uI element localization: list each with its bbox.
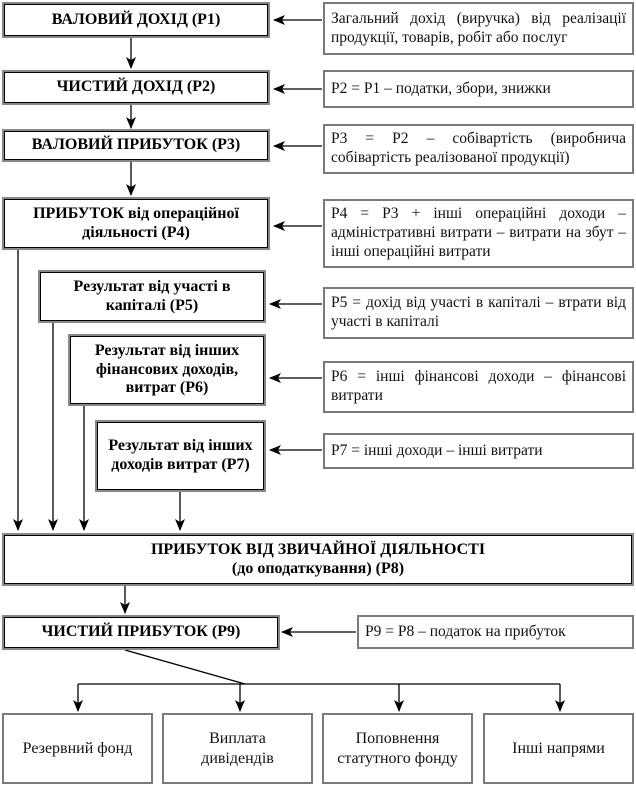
block-p8-subtitle: (до оподаткування) (Р8)	[231, 559, 405, 577]
block-p9	[2, 615, 280, 650]
note-p4	[323, 199, 634, 268]
note-p3	[323, 124, 634, 174]
dest-other	[483, 713, 634, 784]
p9-diagonal	[125, 650, 245, 684]
block-p7	[95, 420, 266, 492]
block-p5-label: Результат від участі в капіталі (Р5)	[73, 277, 231, 314]
block-p2-label: ЧИСТИЙ ДОХІД (Р2)	[56, 78, 216, 96]
note-p9-text: Р9 = Р8 – податок на прибуток	[365, 622, 566, 640]
note-p3-text: Р3 = Р2 – собівартість (виробнича собівартість реалізованої продукції)	[331, 130, 626, 166]
note-p1	[323, 2, 634, 55]
note-p2-text: Р2 = Р1 – податки, збори, знижки	[331, 79, 551, 97]
note-p5	[323, 287, 634, 339]
block-p3-label: ВАЛОВИЙ ПРИБУТОК (Р3)	[31, 136, 241, 154]
note-p2	[323, 70, 634, 108]
dest-reserve-fund-label: Резервний фонд	[22, 739, 133, 757]
note-p5-text: Р5 = дохід від участі в капіталі – втрати від участі в капіталі	[331, 294, 626, 330]
note-p1-text: Загальний дохід (виручка) від реалізації продукції, товарів, робіт або послуг	[331, 9, 626, 46]
block-p6	[68, 334, 266, 406]
dest-dividends	[162, 713, 313, 784]
block-p3	[2, 129, 270, 162]
block-p8	[2, 533, 634, 586]
block-p9-label: ЧИСТИЙ ПРИБУТОК (Р9)	[41, 623, 241, 641]
block-p8-title: ПРИБУТОК ВІД ЗВИЧАЙНОЇ ДІЯЛЬНОСТІ	[150, 540, 486, 558]
block-p1-label: ВАЛОВИЙ ДОХІД (Р1)	[51, 10, 221, 28]
block-p6-label: Результат від інших фінансових доходів, витрат (Р6)	[94, 341, 240, 397]
block-p1	[2, 2, 270, 38]
note-p7	[323, 433, 634, 469]
dest-reserve-fund	[2, 713, 153, 784]
note-p7-text: Р7 = інші доходи – інші витрати	[331, 441, 543, 459]
block-p4-label: ПРИБУТОК від операційної діяльності (Р4)	[33, 204, 239, 241]
note-p9	[357, 615, 634, 649]
note-p6-text: Р6 = інші фінансові доходи – фінансові витрати	[331, 368, 626, 404]
block-p7-label: Результат від інших доходів витрат (Р7)	[108, 437, 253, 473]
block-p5	[38, 270, 266, 323]
dest-dividends-label: Виплата дивідендів	[201, 730, 274, 767]
dest-charter-capital-label: Поповнення статутного фонду	[337, 730, 458, 767]
note-p4-text: Р4 = Р3 + інші операційні доходи – адміністративні витрати – витрати на збут – інші операційні витрати	[331, 205, 626, 260]
block-p2	[2, 70, 270, 105]
note-p6	[323, 361, 634, 413]
dest-charter-capital	[322, 713, 473, 784]
dest-other-label: Інші напрями	[512, 739, 605, 757]
block-p4	[2, 197, 270, 250]
